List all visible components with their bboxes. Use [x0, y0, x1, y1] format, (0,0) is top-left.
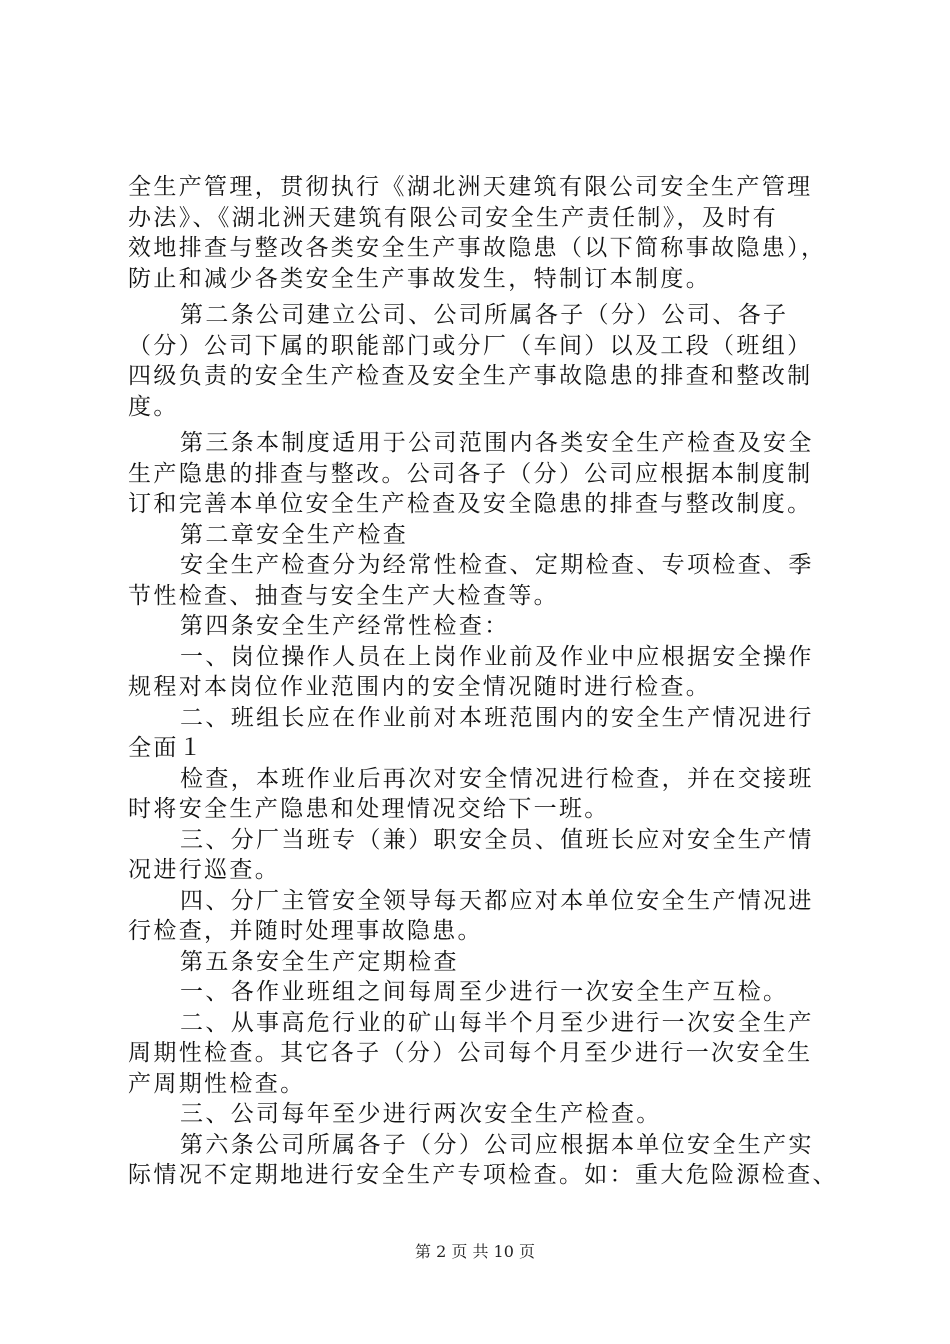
- paragraph: [128, 977, 830, 1008]
- paragraph: [128, 886, 830, 947]
- document-body: [128, 172, 838, 1191]
- text-line: 周期性检查。其它各子（分）公司每个月至少进行一次安全生: [128, 1040, 813, 1066]
- text-line: 第六条公司所属各子（分）公司应根据本单位安全生产实: [180, 1131, 814, 1158]
- text-line: 际情况不定期地进行安全生产专项检查。如：重大危险源检查、: [128, 1162, 838, 1188]
- text-line: 生产隐患的排查与整改。公司各子（分）公司应根据本制度制: [128, 460, 813, 487]
- text-line: 办法》、《湖北洲天建筑有限公司安全生产责任制》，及时有: [128, 204, 778, 231]
- paragraph: [128, 825, 830, 886]
- paragraph: [128, 642, 830, 703]
- text-line: 三、分厂当班专（兼）职安全员、值班长应对安全生产情: [180, 826, 814, 853]
- paragraph: [128, 1130, 838, 1191]
- text-line: 二、从事高危行业的矿山每半个月至少进行一次安全生产: [180, 1009, 814, 1036]
- text-line: 第三条本制度适用于公司范围内各类安全生产检查及安全: [180, 430, 814, 456]
- text-line: 四级负责的安全生产检查及安全生产事故隐患的排查和整改制: [128, 363, 813, 389]
- text-line: 第二条公司建立公司、公司所属各子（分）公司、各子: [180, 302, 789, 328]
- text-line: （分）公司下属的职能部门或分厂（车间）以及工段（班组）: [128, 332, 813, 359]
- paragraph: [128, 172, 830, 294]
- text-line: 度。: [128, 393, 179, 420]
- text-line: 检查，本班作业后再次对安全情况进行检查，并在交接班: [180, 765, 814, 792]
- paragraph: [128, 1099, 830, 1130]
- text-line: 防止和减少各类安全生产事故发生，特制订本制度。: [128, 265, 712, 292]
- text-line: 一、各作业班组之间每周至少进行一次安全生产互检。: [180, 979, 789, 1005]
- text-line: 行检查，并随时处理事故隐患。: [128, 918, 483, 944]
- text-line: 订和完善本单位安全生产检查及安全隐患的排查与整改制度。: [128, 491, 813, 517]
- paragraph: [128, 764, 830, 825]
- text-line: 时将安全生产隐患和处理情况交给下一班。: [128, 796, 610, 822]
- paragraph: [128, 1008, 830, 1100]
- text-line: 二、班组长应在作业前对本班范围内的安全生产情况进行: [180, 704, 814, 731]
- paragraph: [128, 611, 830, 642]
- text-line: 节性检查、抽查与安全生产大检查等。: [128, 582, 559, 609]
- paragraph: [128, 947, 830, 978]
- text-line: 一、岗位操作人员在上岗作业前及作业中应根据安全操作: [180, 643, 814, 670]
- paragraph: [128, 428, 830, 520]
- page-footer: 第 2 页 共 10 页: [415, 1242, 535, 1261]
- text-line: 规程对本岗位作业范围内的安全情况随时进行检查。: [128, 674, 712, 700]
- text-line: 四、分厂主管安全领导每天都应对本单位安全生产情况进: [180, 887, 814, 914]
- text-line: 全生产管理，贯彻执行《湖北洲天建筑有限公司安全生产管理: [128, 174, 813, 200]
- text-line: 效地排查与整改各类安全生产事故隐患（以下简称事故隐患），: [128, 235, 827, 261]
- paragraph: [128, 520, 830, 551]
- text-line: 全面１: [128, 735, 205, 761]
- paragraph: [128, 703, 830, 764]
- text-line: 第四条安全生产经常性检查：: [180, 613, 510, 639]
- text-line: 安全生产检查分为经常性检查、定期检查、专项检查、季: [180, 552, 814, 578]
- text-line: 产周期性检查。: [128, 1070, 306, 1097]
- text-line: 第五条安全生产定期检查: [180, 948, 459, 975]
- text-line: 第二章安全生产检查: [180, 521, 409, 548]
- paragraph: [128, 550, 830, 611]
- paragraph: [128, 300, 830, 422]
- text-line: 况进行巡查。: [128, 857, 281, 883]
- text-line: 三、公司每年至少进行两次安全生产检查。: [180, 1101, 662, 1127]
